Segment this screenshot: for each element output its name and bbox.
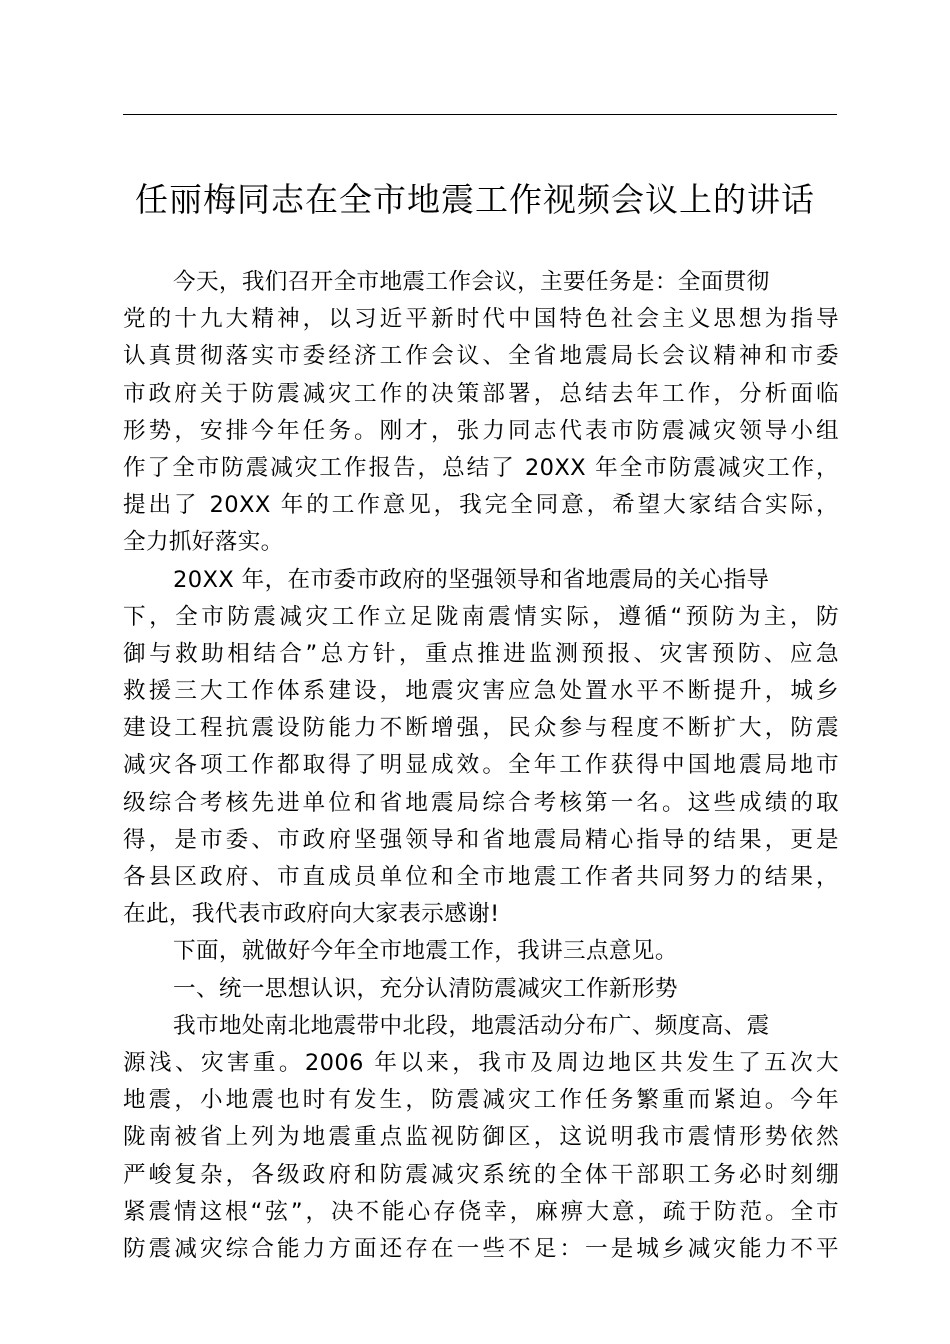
text-line: 全力抓好落实。 bbox=[123, 529, 284, 556]
text-line: 党的十九大精神，以习近平新时代中国特色社会主义思想为指导 bbox=[123, 306, 839, 333]
text-line: 源浅、灾害重。2006 年以来，我市及周边地区共发生了五次大 bbox=[123, 1049, 839, 1076]
text-line: 在此，我代表市政府向大家表示感谢! bbox=[123, 901, 500, 928]
text-line: 提出了 20XX 年的工作意见，我完全同意，希望大家结合实际， bbox=[123, 492, 839, 519]
text-line: 下面，就做好今年全市地震工作，我讲三点意见。 bbox=[173, 938, 678, 965]
text-line: 地震，小地震也时有发生，防震减灾工作任务繁重而紧迫。今年 bbox=[123, 1087, 839, 1114]
text-line: 市政府关于防震减灾工作的决策部署，总结去年工作，分析面临 bbox=[123, 380, 839, 407]
text-line: 御与救助相结合”总方针，重点推进监测预报、灾害预防、应急 bbox=[123, 640, 839, 667]
text-line: 救援三大工作体系建设，地震灾害应急处置水平不断提升，城乡 bbox=[123, 678, 839, 705]
document-title: 任丽梅同志在全市地震工作视频会议上的讲话 bbox=[135, 180, 815, 219]
text-line: 我市地处南北地震带中北段，地震活动分布广、频度高、震 bbox=[173, 1012, 770, 1039]
text-line: 得，是市委、市政府坚强领导和省地震局精心指导的结果，更是 bbox=[123, 826, 839, 853]
text-line: 作了全市防震减灾工作报告，总结了 20XX 年全市防震减灾工作， bbox=[123, 454, 839, 481]
text-line: 陇南被省上列为地震重点监视防御区，这说明我市震情形势依然 bbox=[123, 1124, 839, 1151]
text-line: 防震减灾综合能力方面还存在一些不足：一是城乡减灾能力不平 bbox=[123, 1235, 839, 1262]
text-line: 严峻复杂，各级政府和防震减灾系统的全体干部职工务必时刻绷 bbox=[123, 1161, 839, 1188]
text-line: 级综合考核先进单位和省地震局综合考核第一名。这些成绩的取 bbox=[123, 789, 839, 816]
text-line: 减灾各项工作都取得了明显成效。全年工作获得中国地震局地市 bbox=[123, 752, 839, 779]
document-body bbox=[123, 264, 839, 1324]
text-line: 建设工程抗震设防能力不断增强，民众参与程度不断扩大，防震 bbox=[123, 715, 839, 742]
text-line: 紧震情这根“弦”，决不能心存侥幸，麻痹大意，疏于防范。全市 bbox=[123, 1198, 839, 1225]
text-line: 今天，我们召开全市地震工作会议，主要任务是：全面贯彻 bbox=[173, 269, 770, 295]
text-line: 下，全市防震减灾工作立足陇南震情实际，遵循“预防为主，防 bbox=[123, 603, 839, 630]
text-line: 各县区政府、市直成员单位和全市地震工作者共同努力的结果， bbox=[123, 864, 839, 890]
text-line: 20XX 年，在市委市政府的坚强领导和省地震局的关心指导 bbox=[173, 566, 770, 593]
header-rule bbox=[123, 114, 837, 115]
text-line: 认真贯彻落实市委经济工作会议、全省地震局长会议精神和市委 bbox=[123, 343, 839, 370]
section-heading: 一、统一思想认识，充分认清防震减灾工作新形势 bbox=[173, 975, 678, 1002]
text-line: 形势，安排今年任务。刚才，张力同志代表市防震减灾领导小组 bbox=[123, 417, 839, 444]
